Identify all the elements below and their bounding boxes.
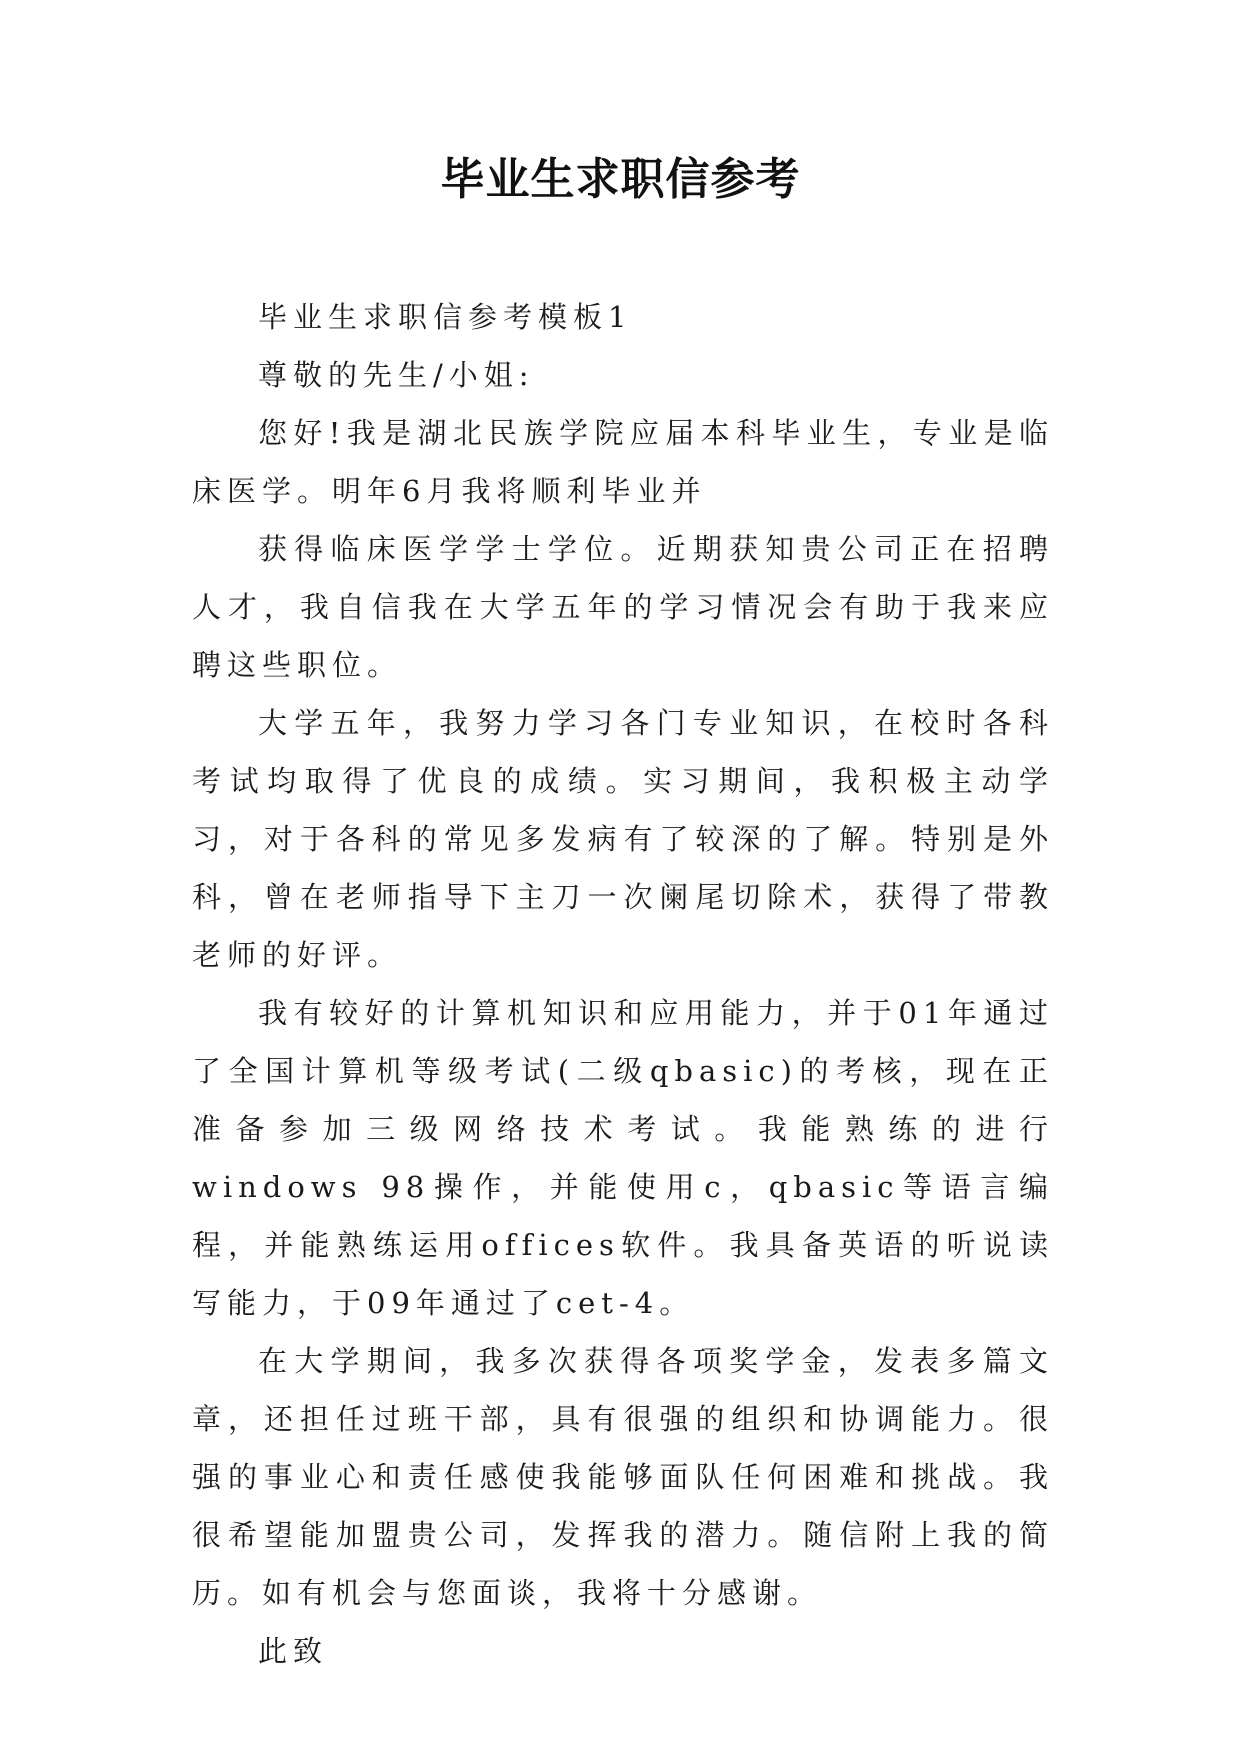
paragraph-activities: 在大学期间，我多次获得各项奖学金，发表多篇文章，还担任过班干部，具有很强的组织和协调能力。很强的事业心和责任感使我能够面队任何困难和挑战。我很希望能加盟贵公司，发挥我的潜力。随信附上我的简历。如有机会与您面谈，我将十分感谢。 [192, 1344, 1054, 1610]
letter-body [192, 288, 1054, 1680]
paragraph-introduction: 您好!我是湖北民族学院应届本科毕业生，专业是临床医学。明年6月我将顺利毕业并 [192, 416, 1054, 508]
document-title: 毕业生求职信参考 [440, 154, 801, 205]
paragraph-degree: 获得临床医学学士学位。近期获知贵公司正在招聘人才，我自信我在大学五年的学习情况会有助于我来应聘这些职位。 [192, 532, 1054, 682]
paragraph-closing: 此致 [258, 1634, 329, 1668]
paragraph-salutation: 尊敬的先生/小姐: [258, 358, 535, 392]
paragraph-study: 大学五年，我努力学习各门专业知识，在校时各科考试均取得了优良的成绩。实习期间，我积极主动学习，对于各科的常见多发病有了较深的了解。特别是外科，曾在老师指导下主刀一次阑尾切除术，获得了带教老师的好评。 [192, 706, 1054, 972]
paragraph-skills: 我有较好的计算机知识和应用能力，并于01年通过了全国计算机等级考试(二级qbasic)的考核，现在正准备参加三级网络技术考试。我能熟练的进行windows 98操作，并能使用c，qbasic等语言编程，并能熟练运用offices软件。我具备英语的听说读写能力，于09年通过了cet-4。 [192, 996, 1054, 1320]
paragraph-template-heading: 毕业生求职信参考模板1 [258, 300, 633, 334]
